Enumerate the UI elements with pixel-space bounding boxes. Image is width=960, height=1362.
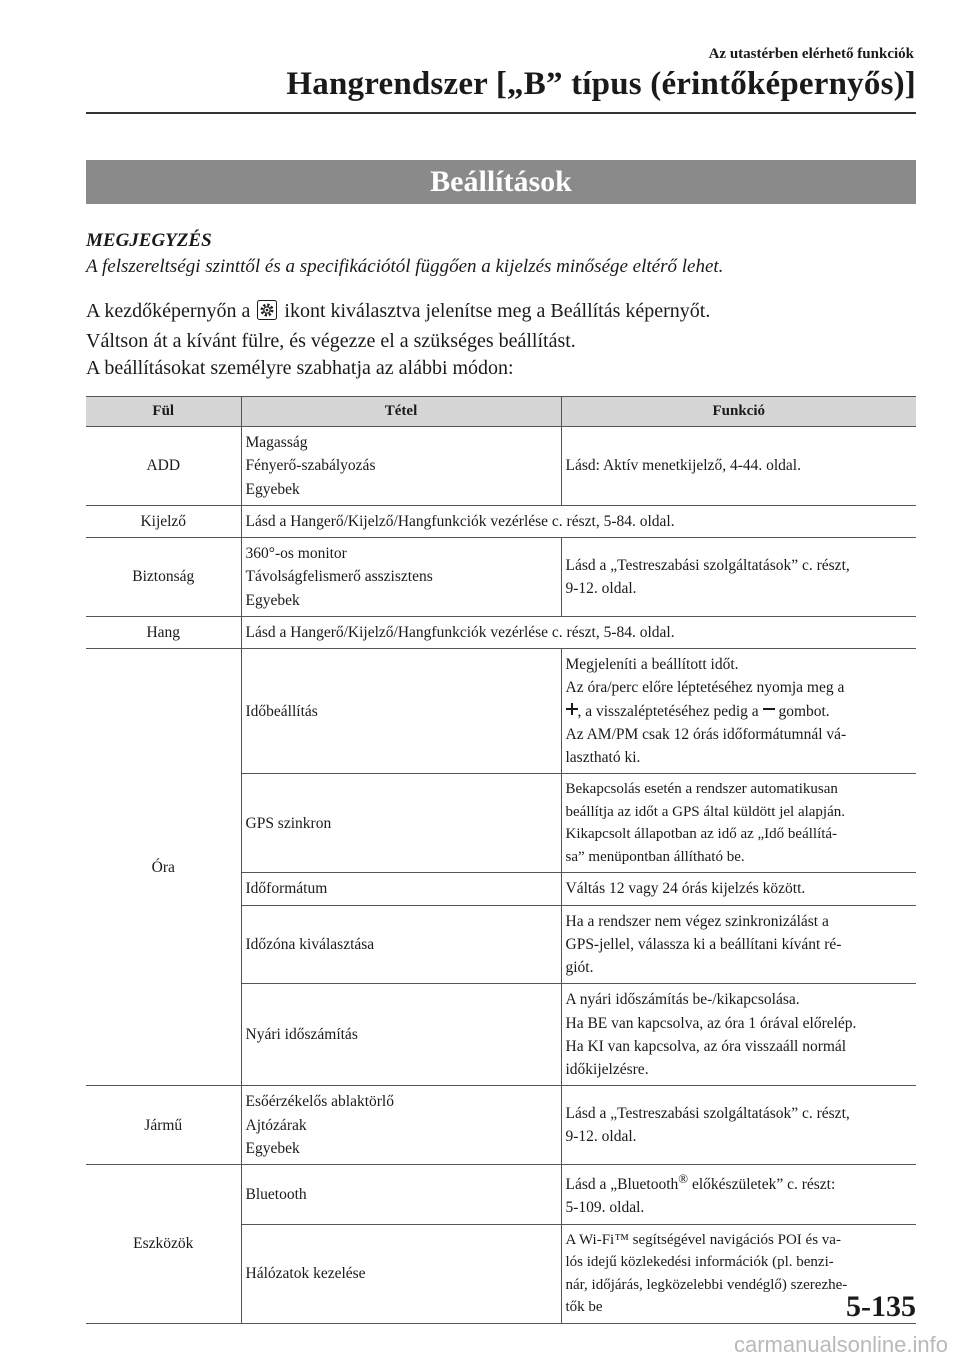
tab-cell: Hang — [86, 616, 241, 648]
tab-cell: Kijelző — [86, 505, 241, 537]
function-line: Az AM/PM csak 12 órás időformátumnál vá- lasztható ki. — [565, 725, 847, 766]
item-cell: Időformátum — [241, 873, 561, 905]
section-title-bar — [86, 160, 916, 204]
item-cell: Hálózatok kezelése — [241, 1224, 561, 1323]
settings-table — [86, 396, 916, 1324]
tab-cell: Jármű — [86, 1086, 241, 1165]
tab-cell: ADD — [86, 427, 241, 506]
function-line: Megjeleníti a beállított időt. — [565, 656, 739, 673]
function-cell: Ha a rendszer nem végez szinkronizálást a GPS-jellel, válassza ki a beállítani kívánt ré- giót. — [561, 905, 916, 984]
function-cell: A Wi-Fi™ segítségével navigációs POI és va- lós idejű közlekedési információk (pl. benzi- nár, időjárás, legközelebbi vendéglő) szerezhe- tők be — [561, 1224, 916, 1323]
intro-line-1 — [86, 300, 710, 323]
registered-mark: ® — [678, 1171, 689, 1186]
note-heading: MEGJEGYZÉS — [86, 230, 212, 251]
intro-line-1-end: ikont kiválasztva jelenítse meg a Beállítás képernyőt. — [284, 300, 711, 322]
table-row — [86, 616, 916, 648]
note-text: A felszereltségi szinttől és a specifikációtól függően a kijelzés minősége eltérő lehet. — [86, 256, 724, 277]
function-text: előkészületek” c. részt: 5-109. oldal. — [565, 1176, 836, 1217]
item-cell: Időzóna kiválasztása — [241, 905, 561, 984]
tab-cell: Óra — [86, 649, 241, 1086]
function-line — [566, 700, 913, 723]
function-text: Lásd a „Bluetooth — [565, 1176, 679, 1194]
span-cell: Lásd a Hangerő/Kijelző/Hangfunkciók vezérlése c. részt, 5-84. oldal. — [241, 505, 916, 537]
table-row — [86, 538, 916, 617]
plus-icon — [566, 703, 578, 715]
page-number: 5-135 — [846, 1290, 916, 1323]
table-row — [86, 505, 916, 537]
table-row — [86, 1086, 916, 1165]
tab-cell: Biztonság — [86, 538, 241, 617]
intro-line-1-start: A kezdőképernyőn a — [86, 300, 251, 322]
table-header-row — [86, 397, 916, 427]
function-cell: Bekapcsolás esetén a rendszer automatikusan beállítja az időt a GPS által küldött jel alapján. Kikapcsolt állapotban az idő az „Idő beállítá- sa” menüpontban állítható be. — [561, 774, 916, 873]
item-cell: Esőérzékelős ablaktörlő Ajtózárak Egyebek — [241, 1086, 561, 1165]
intro-line-3: A beállításokat személyre szabhatja az alábbi módon: — [86, 357, 514, 379]
function-cell: Váltás 12 vagy 24 órás kijelzés között. — [561, 873, 916, 905]
item-cell: Magasság Fényerő-szabályozás Egyebek — [241, 427, 561, 506]
item-cell: 360°-os monitor Távolságfelismerő asszisztens Egyebek — [241, 538, 561, 617]
function-text: , a visszaléptetéséhez pedig a — [577, 702, 759, 720]
function-line: Az óra/perc előre léptetéséhez nyomja meg a — [565, 679, 845, 697]
header-item: Tétel — [241, 397, 561, 427]
running-header-subtitle: Az utastérben elérhető funkciók — [708, 46, 914, 62]
intro-line-2: Váltson át a kívánt fülre, és végezze el a szükséges beállítást. — [86, 330, 576, 352]
gear-icon — [257, 300, 277, 320]
table-row — [86, 427, 916, 506]
header-function: Funkció — [561, 397, 916, 427]
function-cell: Lásd: Aktív menetkijelző, 4-44. oldal. — [561, 427, 916, 506]
function-cell: Lásd a „Testreszabási szolgáltatások” c. részt, 9-12. oldal. — [561, 1086, 916, 1165]
header-tab: Fül — [86, 397, 241, 427]
function-cell — [561, 1165, 916, 1225]
watermark: carmanualsonline.info — [733, 1332, 948, 1357]
item-cell: Nyári időszámítás — [241, 984, 561, 1086]
running-header-title: Hangrendszer [„B” típus (érintőképernyős)] — [286, 66, 916, 102]
function-cell — [561, 649, 916, 774]
function-cell: A nyári időszámítás be-/kikapcsolása. Ha BE van kapcsolva, az óra 1 órával előrelép. Ha KI van kapcsolva, az óra visszaáll normál időkijelzésre. — [561, 984, 916, 1086]
item-cell: Időbeállítás — [241, 649, 561, 774]
item-cell: GPS szinkron — [241, 774, 561, 873]
span-cell: Lásd a Hangerő/Kijelző/Hangfunkciók vezérlése c. részt, 5-84. oldal. — [241, 616, 916, 648]
table-row — [86, 649, 916, 774]
table-row — [86, 1165, 916, 1225]
minus-icon — [763, 703, 775, 715]
header-rule — [86, 112, 916, 114]
function-cell: Lásd a „Testreszabási szolgáltatások” c. részt, 9-12. oldal. — [561, 538, 916, 617]
tab-cell: Eszközök — [86, 1165, 241, 1324]
section-title: Beállítások — [430, 165, 572, 198]
item-cell: Bluetooth — [241, 1165, 561, 1225]
function-text: gombot. — [778, 702, 830, 720]
